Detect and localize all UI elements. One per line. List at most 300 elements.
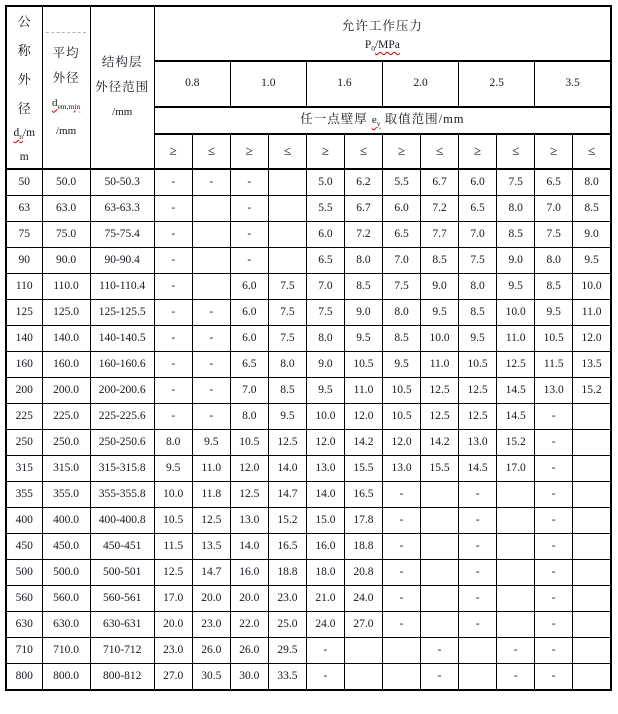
- cell-wall-thickness: 24.0: [344, 586, 382, 612]
- table-row: [6, 378, 611, 404]
- cell-wall-thickness: [421, 612, 459, 638]
- cell-wall-thickness: 7.5: [268, 300, 306, 326]
- cell-wall-thickness: 8.0: [306, 326, 344, 352]
- le-header: ≤: [344, 134, 382, 169]
- cell-wall-thickness: [268, 222, 306, 248]
- pressure-value-header: 2.5: [459, 61, 535, 107]
- cell-mean-od: 90.0: [42, 248, 90, 274]
- cell-wall-thickness: 7.2: [344, 222, 382, 248]
- cell-mean-od: 125.0: [42, 300, 90, 326]
- table-row: [6, 638, 611, 664]
- cell-wall-thickness: 9.5: [154, 456, 192, 482]
- pressure-value-header: 1.0: [230, 61, 306, 107]
- cell-wall-thickness: -: [497, 664, 535, 691]
- dashed-divider: [46, 32, 86, 33]
- cell-wall-thickness: -: [459, 560, 497, 586]
- cell-wall-thickness: 12.5: [192, 508, 230, 534]
- cell-mean-od: 710.0: [42, 638, 90, 664]
- cell-wall-thickness: 16.5: [268, 534, 306, 560]
- cell-wall-thickness: -: [230, 169, 268, 196]
- cell-od-range: 50-50.3: [90, 169, 154, 196]
- cell-wall-thickness: -: [192, 300, 230, 326]
- cell-wall-thickness: [268, 196, 306, 222]
- cell-wall-thickness: [459, 638, 497, 664]
- nominal-od-symbol-wrap: m: [19, 151, 29, 163]
- nominal-od-symbol: $d_n/m$: [13, 127, 36, 141]
- cell-nominal-od: 110: [6, 274, 42, 300]
- cell-mean-od: 160.0: [42, 352, 90, 378]
- cell-wall-thickness: 9.5: [306, 378, 344, 404]
- cell-mean-od: 355.0: [42, 482, 90, 508]
- cell-wall-thickness: 6.7: [421, 169, 459, 196]
- cell-wall-thickness: 5.5: [383, 169, 421, 196]
- cell-nominal-od: 500: [6, 560, 42, 586]
- pipe-pressure-table: [5, 5, 612, 691]
- cell-wall-thickness: 8.5: [344, 274, 382, 300]
- cell-wall-thickness: 9.5: [344, 326, 382, 352]
- cell-wall-thickness: [573, 560, 611, 586]
- cell-od-range: 630-631: [90, 612, 154, 638]
- cell-nominal-od: 800: [6, 664, 42, 691]
- cell-wall-thickness: 18.0: [306, 560, 344, 586]
- cell-mean-od: 560.0: [42, 586, 90, 612]
- cell-wall-thickness: 10.5: [459, 352, 497, 378]
- cell-nominal-od: 630: [6, 612, 42, 638]
- table-row: [6, 456, 611, 482]
- cell-wall-thickness: 8.5: [459, 300, 497, 326]
- cell-od-range: 250-250.6: [90, 430, 154, 456]
- cell-wall-thickness: 10.5: [344, 352, 382, 378]
- mean-od-symbol: $d_{em,min}$: [51, 96, 81, 111]
- cell-od-range: 63-63.3: [90, 196, 154, 222]
- cell-od-range: 125-125.5: [90, 300, 154, 326]
- cell-wall-thickness: -: [154, 326, 192, 352]
- cell-nominal-od: 315: [6, 456, 42, 482]
- cell-wall-thickness: 8.0: [230, 404, 268, 430]
- cell-wall-thickness: [268, 169, 306, 196]
- table-row: [6, 274, 611, 300]
- cell-wall-thickness: 8.5: [421, 248, 459, 274]
- cell-od-range: 450-451: [90, 534, 154, 560]
- ge-header: ≥: [383, 134, 421, 169]
- cell-wall-thickness: [573, 508, 611, 534]
- table-row: [6, 482, 611, 508]
- pressure-title: 允许工作压力: [341, 19, 423, 34]
- cell-wall-thickness: 12.0: [573, 326, 611, 352]
- cell-wall-thickness: [421, 534, 459, 560]
- cell-od-range: 560-561: [90, 586, 154, 612]
- cell-wall-thickness: -: [383, 612, 421, 638]
- cell-wall-thickness: 8.0: [497, 196, 535, 222]
- table-row: [6, 404, 611, 430]
- cell-nominal-od: 75: [6, 222, 42, 248]
- cell-nominal-od: 63: [6, 196, 42, 222]
- cell-wall-thickness: 7.0: [230, 378, 268, 404]
- cell-wall-thickness: 9.5: [192, 430, 230, 456]
- cell-wall-thickness: 15.0: [306, 508, 344, 534]
- cell-wall-thickness: 7.7: [421, 222, 459, 248]
- cell-wall-thickness: 21.0: [306, 586, 344, 612]
- cell-nominal-od: 90: [6, 248, 42, 274]
- cell-wall-thickness: 9.5: [497, 274, 535, 300]
- cell-wall-thickness: [344, 638, 382, 664]
- pressure-value-header: 1.6: [306, 61, 382, 107]
- cell-wall-thickness: 9.5: [421, 300, 459, 326]
- cell-wall-thickness: -: [421, 638, 459, 664]
- cell-od-range: 355-355.8: [90, 482, 154, 508]
- cell-wall-thickness: 8.0: [344, 248, 382, 274]
- table-row: [6, 430, 611, 456]
- cell-wall-thickness: -: [192, 352, 230, 378]
- cell-wall-thickness: 12.0: [230, 456, 268, 482]
- cell-wall-thickness: 7.5: [459, 248, 497, 274]
- cell-wall-thickness: 6.0: [306, 222, 344, 248]
- structure-od-unit: /mm: [112, 106, 133, 118]
- le-header: ≤: [573, 134, 611, 169]
- cell-wall-thickness: 11.0: [192, 456, 230, 482]
- cell-wall-thickness: 7.5: [306, 300, 344, 326]
- cell-wall-thickness: -: [383, 560, 421, 586]
- cell-wall-thickness: 8.5: [573, 196, 611, 222]
- cell-wall-thickness: -: [154, 196, 192, 222]
- cell-wall-thickness: -: [154, 169, 192, 196]
- ge-header: ≥: [154, 134, 192, 169]
- cell-mean-od: 630.0: [42, 612, 90, 638]
- cell-wall-thickness: [497, 612, 535, 638]
- cell-wall-thickness: 10.0: [573, 274, 611, 300]
- cell-wall-thickness: 9.5: [535, 300, 573, 326]
- cell-wall-thickness: 14.0: [306, 482, 344, 508]
- cell-wall-thickness: 10.5: [535, 326, 573, 352]
- cell-wall-thickness: 8.5: [535, 274, 573, 300]
- cell-wall-thickness: 20.0: [192, 586, 230, 612]
- cell-wall-thickness: 6.5: [306, 248, 344, 274]
- cell-wall-thickness: 13.0: [383, 456, 421, 482]
- cell-wall-thickness: -: [383, 508, 421, 534]
- cell-wall-thickness: 6.5: [459, 196, 497, 222]
- cell-wall-thickness: 12.5: [268, 430, 306, 456]
- cell-wall-thickness: 16.5: [344, 482, 382, 508]
- cell-wall-thickness: [573, 534, 611, 560]
- cell-mean-od: 200.0: [42, 378, 90, 404]
- cell-wall-thickness: 7.0: [535, 196, 573, 222]
- cell-wall-thickness: 10.5: [383, 378, 421, 404]
- cell-wall-thickness: [573, 482, 611, 508]
- cell-mean-od: 140.0: [42, 326, 90, 352]
- col-header-nominal-od: [6, 6, 42, 169]
- cell-wall-thickness: -: [154, 222, 192, 248]
- table-row: [6, 196, 611, 222]
- cell-wall-thickness: 6.0: [230, 300, 268, 326]
- cell-nominal-od: 355: [6, 482, 42, 508]
- cell-mean-od: 500.0: [42, 560, 90, 586]
- cell-wall-thickness: 9.5: [459, 326, 497, 352]
- cell-wall-thickness: 7.5: [535, 222, 573, 248]
- cell-wall-thickness: -: [459, 534, 497, 560]
- cell-wall-thickness: 6.2: [344, 169, 382, 196]
- table-row: [6, 508, 611, 534]
- cell-wall-thickness: 15.2: [268, 508, 306, 534]
- cell-wall-thickness: -: [306, 638, 344, 664]
- cell-wall-thickness: 29.5: [268, 638, 306, 664]
- cell-wall-thickness: 10.0: [154, 482, 192, 508]
- cell-wall-thickness: 9.0: [306, 352, 344, 378]
- cell-wall-thickness: -: [535, 508, 573, 534]
- cell-wall-thickness: 17.0: [154, 586, 192, 612]
- cell-wall-thickness: [497, 534, 535, 560]
- cell-od-range: 400-400.8: [90, 508, 154, 534]
- cell-wall-thickness: 6.0: [230, 274, 268, 300]
- nominal-od-char: 径: [17, 101, 31, 116]
- cell-wall-thickness: 25.0: [268, 612, 306, 638]
- ge-header: ≥: [230, 134, 268, 169]
- cell-wall-thickness: -: [535, 404, 573, 430]
- cell-wall-thickness: [192, 248, 230, 274]
- cell-wall-thickness: -: [535, 430, 573, 456]
- cell-wall-thickness: 13.0: [306, 456, 344, 482]
- cell-wall-thickness: 13.0: [459, 430, 497, 456]
- cell-wall-thickness: -: [459, 612, 497, 638]
- table-row: [6, 586, 611, 612]
- cell-wall-thickness: -: [192, 169, 230, 196]
- cell-wall-thickness: [573, 456, 611, 482]
- cell-wall-thickness: -: [192, 378, 230, 404]
- cell-wall-thickness: 14.7: [192, 560, 230, 586]
- cell-wall-thickness: -: [192, 326, 230, 352]
- table-row: [6, 560, 611, 586]
- cell-wall-thickness: 14.5: [497, 404, 535, 430]
- cell-wall-thickness: 8.0: [268, 352, 306, 378]
- cell-wall-thickness: [497, 560, 535, 586]
- cell-wall-thickness: 24.0: [306, 612, 344, 638]
- ge-header: ≥: [459, 134, 497, 169]
- cell-wall-thickness: [421, 560, 459, 586]
- cell-wall-thickness: 6.0: [383, 196, 421, 222]
- cell-wall-thickness: [268, 248, 306, 274]
- pressure-value-header: 0.8: [154, 61, 230, 107]
- cell-wall-thickness: 10.0: [497, 300, 535, 326]
- cell-wall-thickness: -: [230, 248, 268, 274]
- cell-wall-thickness: 11.0: [497, 326, 535, 352]
- cell-wall-thickness: 14.5: [497, 378, 535, 404]
- pressure-symbol: $P_0$/MPa: [364, 39, 400, 54]
- cell-wall-thickness: [573, 586, 611, 612]
- cell-wall-thickness: [192, 274, 230, 300]
- cell-wall-thickness: 23.0: [154, 638, 192, 664]
- nominal-od-char: 外: [17, 72, 31, 87]
- cell-wall-thickness: -: [154, 248, 192, 274]
- pressure-value-header: 3.5: [535, 61, 611, 107]
- cell-wall-thickness: 12.0: [344, 404, 382, 430]
- cell-wall-thickness: 9.0: [344, 300, 382, 326]
- cell-wall-thickness: 9.0: [421, 274, 459, 300]
- cell-wall-thickness: 26.0: [230, 638, 268, 664]
- cell-wall-thickness: -: [306, 664, 344, 691]
- cell-wall-thickness: -: [535, 612, 573, 638]
- cell-wall-thickness: 14.0: [268, 456, 306, 482]
- cell-nominal-od: 250: [6, 430, 42, 456]
- cell-nominal-od: 125: [6, 300, 42, 326]
- cell-wall-thickness: 17.8: [344, 508, 382, 534]
- mean-od-label: 平均: [52, 45, 80, 60]
- cell-wall-thickness: 7.5: [383, 274, 421, 300]
- cell-mean-od: 450.0: [42, 534, 90, 560]
- cell-wall-thickness: 23.0: [192, 612, 230, 638]
- cell-wall-thickness: 5.5: [306, 196, 344, 222]
- cell-wall-thickness: 11.8: [192, 482, 230, 508]
- cell-nominal-od: 50: [6, 169, 42, 196]
- cell-wall-thickness: 6.5: [535, 169, 573, 196]
- cell-wall-thickness: 13.0: [230, 508, 268, 534]
- cell-wall-thickness: -: [535, 638, 573, 664]
- cell-wall-thickness: 12.5: [230, 482, 268, 508]
- cell-wall-thickness: -: [535, 456, 573, 482]
- col-header-mean-od: [42, 6, 90, 169]
- cell-wall-thickness: 13.0: [535, 378, 573, 404]
- cell-wall-thickness: 12.5: [497, 352, 535, 378]
- cell-wall-thickness: [497, 508, 535, 534]
- cell-wall-thickness: 7.0: [383, 248, 421, 274]
- cell-wall-thickness: 17.0: [497, 456, 535, 482]
- cell-wall-thickness: 13.5: [573, 352, 611, 378]
- cell-wall-thickness: 27.0: [344, 612, 382, 638]
- cell-wall-thickness: [421, 482, 459, 508]
- nominal-od-char: 公: [17, 14, 31, 29]
- cell-wall-thickness: 6.0: [230, 326, 268, 352]
- cell-wall-thickness: 27.0: [154, 664, 192, 691]
- cell-wall-thickness: -: [154, 274, 192, 300]
- cell-wall-thickness: 26.0: [192, 638, 230, 664]
- cell-wall-thickness: 11.0: [573, 300, 611, 326]
- cell-wall-thickness: -: [154, 378, 192, 404]
- cell-wall-thickness: 9.0: [573, 222, 611, 248]
- cell-wall-thickness: 8.0: [535, 248, 573, 274]
- cell-od-range: 710-712: [90, 638, 154, 664]
- table-row: [6, 534, 611, 560]
- le-header: ≤: [268, 134, 306, 169]
- cell-wall-thickness: 9.5: [573, 248, 611, 274]
- cell-wall-thickness: -: [154, 404, 192, 430]
- cell-wall-thickness: [573, 638, 611, 664]
- cell-wall-thickness: 20.0: [154, 612, 192, 638]
- cell-wall-thickness: 14.2: [344, 430, 382, 456]
- cell-od-range: 800-812: [90, 664, 154, 691]
- cell-wall-thickness: 5.0: [306, 169, 344, 196]
- cell-mean-od: 400.0: [42, 508, 90, 534]
- cell-nominal-od: 160: [6, 352, 42, 378]
- cell-wall-thickness: -: [459, 508, 497, 534]
- cell-wall-thickness: 12.5: [154, 560, 192, 586]
- cell-mean-od: 75.0: [42, 222, 90, 248]
- cell-wall-thickness: -: [535, 664, 573, 691]
- cell-od-range: 225-225.6: [90, 404, 154, 430]
- cell-wall-thickness: 6.5: [383, 222, 421, 248]
- cell-wall-thickness: 23.0: [268, 586, 306, 612]
- cell-wall-thickness: 7.2: [421, 196, 459, 222]
- cell-wall-thickness: 18.8: [268, 560, 306, 586]
- cell-mean-od: 63.0: [42, 196, 90, 222]
- cell-od-range: 200-200.6: [90, 378, 154, 404]
- cell-wall-thickness: -: [192, 404, 230, 430]
- cell-wall-thickness: 7.5: [497, 169, 535, 196]
- cell-wall-thickness: 22.0: [230, 612, 268, 638]
- cell-mean-od: 225.0: [42, 404, 90, 430]
- cell-wall-thickness: [192, 196, 230, 222]
- le-header: ≤: [192, 134, 230, 169]
- cell-wall-thickness: 14.5: [459, 456, 497, 482]
- pressure-value-header: 2.0: [383, 61, 459, 107]
- cell-mean-od: 800.0: [42, 664, 90, 691]
- structure-od-label: 结构层: [101, 55, 143, 69]
- cell-od-range: 90-90.4: [90, 248, 154, 274]
- cell-wall-thickness: 15.2: [573, 378, 611, 404]
- cell-wall-thickness: 14.7: [268, 482, 306, 508]
- cell-mean-od: 50.0: [42, 169, 90, 196]
- cell-wall-thickness: 7.0: [459, 222, 497, 248]
- cell-wall-thickness: 11.0: [344, 378, 382, 404]
- cell-nominal-od: 400: [6, 508, 42, 534]
- cell-wall-thickness: 33.5: [268, 664, 306, 691]
- cell-wall-thickness: 14.0: [230, 534, 268, 560]
- cell-wall-thickness: 8.5: [497, 222, 535, 248]
- cell-wall-thickness: -: [421, 664, 459, 691]
- cell-wall-thickness: [192, 222, 230, 248]
- cell-wall-thickness: 8.0: [383, 300, 421, 326]
- table-row: [6, 352, 611, 378]
- table-row: [6, 664, 611, 691]
- cell-wall-thickness: 8.0: [573, 169, 611, 196]
- cell-nominal-od: 200: [6, 378, 42, 404]
- cell-wall-thickness: [573, 430, 611, 456]
- cell-wall-thickness: 6.7: [344, 196, 382, 222]
- cell-wall-thickness: -: [459, 482, 497, 508]
- cell-wall-thickness: 30.5: [192, 664, 230, 691]
- cell-wall-thickness: 14.2: [421, 430, 459, 456]
- cell-wall-thickness: -: [497, 638, 535, 664]
- cell-wall-thickness: 18.8: [344, 534, 382, 560]
- table-row: [6, 300, 611, 326]
- table-row: [6, 248, 611, 274]
- cell-wall-thickness: -: [230, 196, 268, 222]
- cell-wall-thickness: [459, 664, 497, 691]
- le-header: ≤: [421, 134, 459, 169]
- mean-od-unit: /mm: [56, 124, 77, 137]
- cell-wall-thickness: 11.0: [421, 352, 459, 378]
- cell-wall-thickness: 8.0: [459, 274, 497, 300]
- cell-wall-thickness: [573, 664, 611, 691]
- cell-wall-thickness: -: [535, 534, 573, 560]
- cell-wall-thickness: 15.2: [497, 430, 535, 456]
- cell-mean-od: 315.0: [42, 456, 90, 482]
- cell-od-range: 110-110.4: [90, 274, 154, 300]
- cell-wall-thickness: [421, 508, 459, 534]
- cell-wall-thickness: [421, 586, 459, 612]
- cell-wall-thickness: [383, 664, 421, 691]
- cell-wall-thickness: 10.5: [230, 430, 268, 456]
- cell-wall-thickness: 6.0: [459, 169, 497, 196]
- cell-wall-thickness: -: [535, 586, 573, 612]
- ge-header: ≥: [306, 134, 344, 169]
- cell-wall-thickness: 9.0: [497, 248, 535, 274]
- cell-wall-thickness: -: [383, 586, 421, 612]
- cell-wall-thickness: 8.5: [383, 326, 421, 352]
- table-body: [6, 169, 611, 690]
- cell-wall-thickness: -: [154, 300, 192, 326]
- cell-wall-thickness: [573, 404, 611, 430]
- table-row: [6, 612, 611, 638]
- cell-wall-thickness: 15.5: [344, 456, 382, 482]
- cell-wall-thickness: [383, 638, 421, 664]
